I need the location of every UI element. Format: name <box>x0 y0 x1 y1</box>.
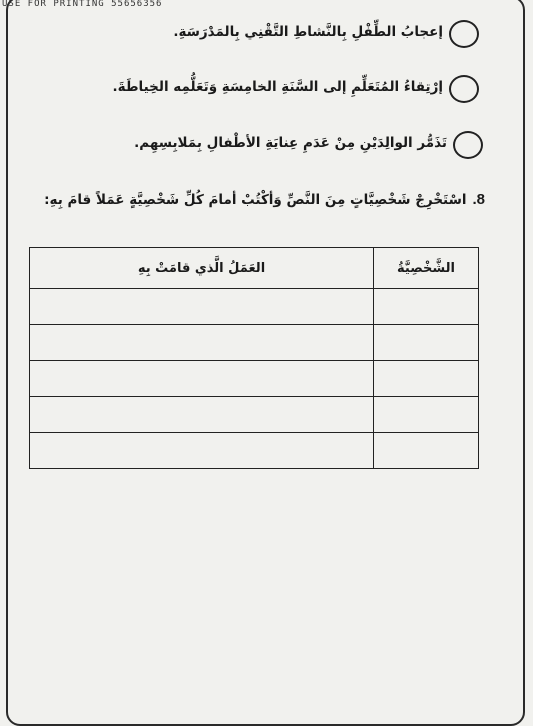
print-header-strip: USE FOR PRINTING 55656356 <box>2 0 163 8</box>
question-8 <box>44 191 485 208</box>
option-1 <box>173 24 443 40</box>
table-header-row <box>30 248 479 289</box>
action-cell[interactable] <box>30 397 374 433</box>
option-2 <box>113 79 443 95</box>
character-cell[interactable] <box>374 289 479 325</box>
table-row <box>30 325 479 361</box>
header-action: العَمَلُ الَّذي قامَتْ بِهِ <box>30 248 374 289</box>
character-cell[interactable] <box>374 361 479 397</box>
action-cell[interactable] <box>30 361 374 397</box>
header-character: الشَّخْصِيَّةُ <box>374 248 479 289</box>
option-2-label: إرْتِقاءُ المُتَعَلِّمِ إلى السَّنَةِ الخامِسَةِ وَتَعَلُّمِه الخِياطَةَ. <box>112 79 443 95</box>
question-number: 8. <box>472 191 485 208</box>
table-row <box>30 397 479 433</box>
action-cell[interactable] <box>30 325 374 361</box>
character-cell[interactable] <box>374 325 479 361</box>
option-3 <box>134 135 447 151</box>
table-row <box>30 289 479 325</box>
character-cell[interactable] <box>374 397 479 433</box>
option-3-label: تَذَمُّر الوالِدَيْنِ مِنْ عَدَمِ عِنايَةِ الأطْفالِ بِمَلابِسِهِم. <box>134 135 447 151</box>
characters-table <box>29 247 479 469</box>
character-cell[interactable] <box>374 433 479 469</box>
option-3-radio[interactable] <box>453 131 483 159</box>
table-row <box>30 433 479 469</box>
action-cell[interactable] <box>30 289 374 325</box>
option-1-radio[interactable] <box>449 20 479 48</box>
option-2-radio[interactable] <box>449 75 479 103</box>
action-cell[interactable] <box>30 433 374 469</box>
question-text: اسْتَخْرِجْ شَخْصِيَّاتٍ مِنَ النَّصِّ وَأكْتُبْ أمامَ كُلِّ شَخْصِيَّةٍ عَمَلاً قامَ بِهِ: <box>44 192 467 208</box>
option-1-label: إعجابُ الطِّفْلِ بِالنَّشاطِ التَّقْنِي بِالمَدْرَسَةِ. <box>173 24 443 40</box>
table-row <box>30 361 479 397</box>
